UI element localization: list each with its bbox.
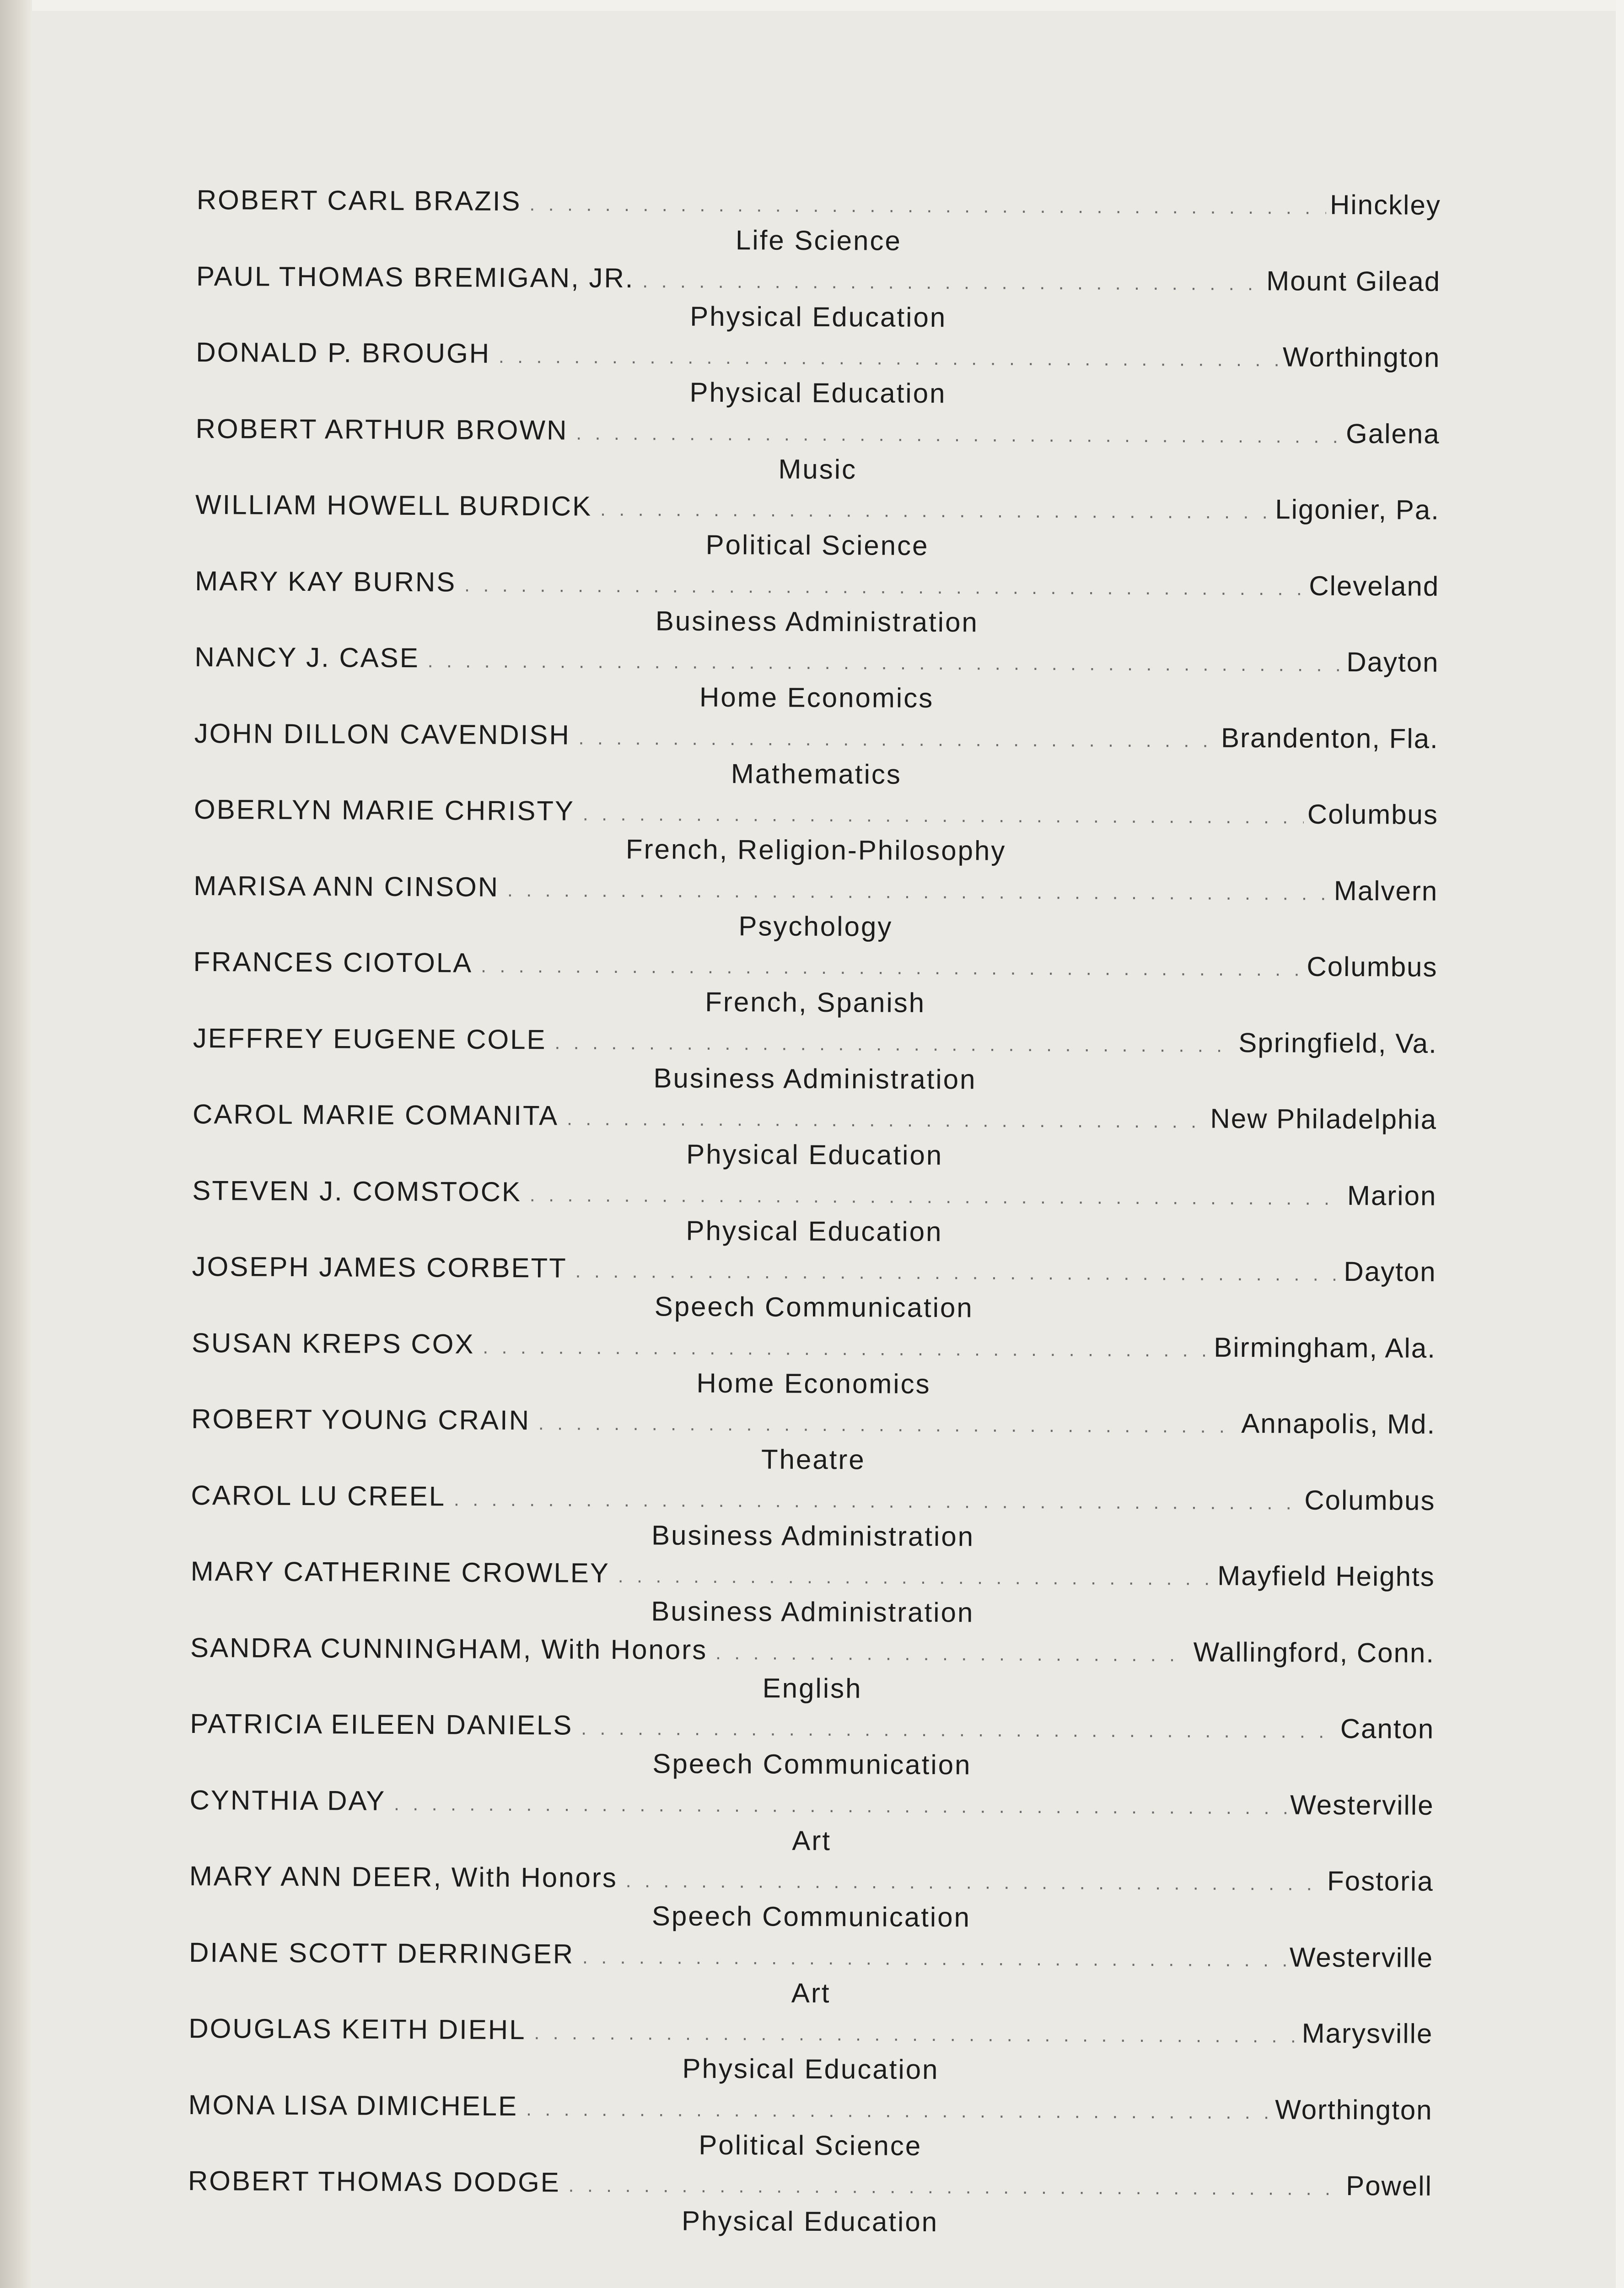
major-field: Physical Education	[681, 2205, 939, 2238]
dot-leader	[569, 2166, 1343, 2208]
graduate-list	[188, 181, 1441, 2243]
graduate-name: CAROL MARIE COMANITA	[192, 1098, 559, 1131]
name-row	[191, 1552, 1435, 1596]
major-field: Business Administration	[651, 1596, 974, 1628]
graduate-name: ROBERT ARTHUR BROWN	[195, 413, 568, 446]
hometown: Brandenton, Fla.	[1221, 722, 1439, 754]
dot-leader	[575, 1252, 1340, 1294]
graduate-entry	[190, 1705, 1435, 1786]
major-field: Life Science	[735, 225, 902, 256]
page-top-edge	[0, 0, 1624, 11]
name-row	[192, 1171, 1436, 1215]
graduate-name: MARISA ANN CINSON	[194, 870, 500, 902]
graduate-name: SUSAN KREPS COX	[191, 1327, 475, 1360]
name-row	[190, 1628, 1435, 1672]
name-row	[192, 1247, 1436, 1291]
graduate-name: CAROL LU CREEL	[191, 1479, 446, 1511]
graduate-entry	[194, 638, 1439, 719]
major-field: Political Science	[699, 2129, 922, 2161]
hometown: Hinckley	[1329, 189, 1441, 221]
dot-leader	[554, 1023, 1235, 1064]
name-row	[189, 1857, 1434, 1901]
dot-leader	[642, 262, 1263, 303]
hometown: Canton	[1340, 1713, 1435, 1744]
major-field: Speech Communication	[654, 1291, 973, 1323]
major-field: French, Religion-Philosophy	[625, 834, 1006, 866]
graduate-entry	[193, 1095, 1437, 1176]
graduate-name: MARY CATHERINE CROWLEY	[190, 1555, 610, 1588]
major-field: Home Economics	[699, 681, 934, 714]
dot-leader	[534, 2013, 1298, 2055]
name-row	[188, 2085, 1432, 2129]
dot-leader	[715, 1633, 1190, 1674]
graduate-entry	[188, 2085, 1433, 2167]
dot-leader	[581, 1709, 1337, 1751]
name-row	[193, 943, 1437, 987]
hometown: Malvern	[1334, 875, 1438, 907]
hometown: Worthington	[1275, 2094, 1433, 2126]
dot-leader	[582, 1937, 1286, 1979]
hometown: Galena	[1345, 418, 1440, 449]
graduate-name: JEFFREY EUGENE COLE	[193, 1022, 547, 1055]
graduate-name: NANCY J. CASE	[194, 641, 419, 674]
graduate-name: JOHN DILLON CAVENDISH	[194, 718, 570, 750]
graduate-name: SANDRA CUNNINGHAM, With Honors	[190, 1632, 708, 1665]
dot-leader	[600, 490, 1272, 531]
dot-leader	[507, 870, 1330, 912]
graduate-entry	[189, 1781, 1434, 1862]
name-row	[195, 409, 1440, 453]
graduate-name: DONALD P. BROUGH	[196, 336, 491, 369]
major-field: French, Spanish	[705, 986, 926, 1018]
graduate-name: WILLIAM HOWELL BURDICK	[195, 489, 592, 522]
name-row	[196, 257, 1441, 301]
dot-leader	[483, 1327, 1210, 1369]
hometown: Mount Gilead	[1266, 265, 1441, 297]
name-row	[191, 1400, 1436, 1444]
major-field: Music	[778, 453, 857, 485]
major-field: Physical Education	[686, 1139, 943, 1171]
name-row	[188, 2162, 1432, 2206]
major-field: Art	[791, 1977, 831, 2008]
name-row	[194, 790, 1438, 834]
hometown: Fostoria	[1327, 1865, 1434, 1897]
graduate-entry	[191, 1400, 1436, 1481]
major-field: Business Administration	[653, 1062, 977, 1095]
graduate-name: DIANE SCOTT DERRINGER	[188, 1937, 575, 1970]
hometown: Ligonier, Pa.	[1275, 494, 1440, 525]
major-field: Art	[792, 1825, 832, 1856]
graduate-entry	[189, 1933, 1434, 2014]
dot-leader	[481, 947, 1303, 989]
major-field: Business Administration	[651, 1519, 975, 1552]
major-field: Speech Communication	[652, 1748, 972, 1781]
graduate-entry	[190, 1628, 1435, 1710]
graduate-name: STEVEN J. COMSTOCK	[192, 1175, 522, 1207]
dot-leader	[579, 718, 1218, 760]
hometown: Westerville	[1289, 1941, 1434, 1973]
dot-leader	[626, 1862, 1324, 1903]
major-field: Physical Education	[686, 1215, 943, 1247]
major-field: Physical Education	[689, 377, 946, 409]
name-row	[196, 333, 1440, 377]
graduate-name: FRANCES CIOTOLA	[193, 946, 473, 978]
hometown: Mayfield Heights	[1217, 1560, 1435, 1592]
hometown: Dayton	[1344, 1256, 1436, 1287]
graduate-entry	[192, 1171, 1437, 1252]
dot-leader	[530, 1176, 1344, 1218]
dot-leader	[454, 1480, 1301, 1522]
name-row	[195, 561, 1439, 605]
graduate-entry	[194, 790, 1438, 872]
name-row	[194, 714, 1439, 758]
hometown: New Philadelphia	[1210, 1103, 1437, 1135]
name-row	[194, 866, 1438, 910]
graduate-entry	[188, 2162, 1432, 2243]
name-row	[191, 1476, 1435, 1520]
hometown: Marion	[1347, 1180, 1437, 1211]
major-field: Home Economics	[696, 1367, 931, 1399]
major-field: Theatre	[761, 1444, 866, 1475]
name-row	[188, 2009, 1433, 2053]
name-row	[193, 1095, 1437, 1139]
name-row	[189, 1781, 1434, 1824]
graduate-name: ROBERT THOMAS DODGE	[188, 2165, 560, 2198]
name-row	[189, 1933, 1433, 1977]
major-field: Psychology	[738, 910, 893, 942]
graduate-entry	[196, 333, 1441, 415]
graduate-entry	[195, 409, 1440, 491]
graduate-entry	[195, 561, 1440, 643]
name-row	[192, 1323, 1436, 1367]
graduate-entry	[191, 1323, 1436, 1405]
name-row	[197, 181, 1441, 225]
major-field: Political Science	[705, 529, 929, 561]
graduate-name: CYNTHIA DAY	[189, 1784, 386, 1816]
graduate-name: OBERLYN MARIE CHRISTY	[194, 793, 575, 826]
graduate-entry	[193, 943, 1438, 1024]
dot-leader	[526, 2090, 1271, 2132]
hometown: Worthington	[1282, 341, 1441, 373]
dot-leader	[567, 1100, 1207, 1141]
name-row	[195, 486, 1440, 529]
major-field: Business Administration	[655, 605, 979, 637]
hometown: Marysville	[1301, 2018, 1433, 2049]
hometown: Columbus	[1307, 799, 1439, 830]
dot-leader	[529, 185, 1326, 227]
hometown: Birmingham, Ala.	[1214, 1332, 1436, 1364]
graduate-entry	[194, 866, 1438, 948]
dot-leader	[394, 1784, 1286, 1827]
name-row	[190, 1705, 1434, 1748]
graduate-name: PATRICIA EILEEN DANIELS	[190, 1708, 573, 1741]
page-right-edge	[1616, 0, 1624, 2288]
graduate-name: ROBERT YOUNG CRAIN	[191, 1403, 531, 1436]
hometown: Annapolis, Md.	[1241, 1408, 1436, 1440]
graduate-name: MONA LISA DIMICHELE	[188, 2089, 518, 2121]
major-field: Mathematics	[731, 758, 902, 790]
hometown: Springfield, Va.	[1238, 1027, 1437, 1059]
graduate-name: MARY ANN DEER, With Honors	[189, 1860, 618, 1894]
graduate-entry	[192, 1247, 1436, 1329]
hometown: Powell	[1346, 2170, 1433, 2202]
name-row	[194, 638, 1439, 682]
hometown: Columbus	[1304, 1484, 1436, 1516]
dot-leader	[464, 566, 1305, 608]
major-field: English	[762, 1672, 862, 1704]
dot-leader	[428, 642, 1343, 684]
graduate-entry	[196, 257, 1441, 338]
dot-leader	[583, 795, 1304, 836]
hometown: Columbus	[1307, 951, 1438, 982]
graduate-name: MARY KAY BURNS	[195, 565, 457, 597]
major-field: Physical Education	[690, 301, 947, 333]
graduate-entry	[193, 1019, 1437, 1100]
dot-leader	[499, 337, 1279, 379]
major-field: Physical Education	[682, 2053, 939, 2085]
hometown: Cleveland	[1309, 570, 1440, 602]
graduate-entry	[196, 181, 1441, 262]
graduate-name: PAUL THOMAS BREMIGAN, JR.	[196, 260, 635, 293]
graduate-entry	[188, 2009, 1433, 2091]
graduate-entry	[190, 1552, 1435, 1634]
hometown: Dayton	[1346, 646, 1439, 678]
graduate-entry	[195, 486, 1440, 567]
major-field: Speech Communication	[651, 1900, 971, 1933]
dot-leader	[538, 1404, 1238, 1446]
hometown: Westerville	[1290, 1789, 1434, 1821]
graduate-name: DOUGLAS KEITH DIEHL	[188, 2013, 526, 2045]
name-row	[193, 1019, 1437, 1063]
graduate-entry	[189, 1857, 1434, 1938]
graduate-name: ROBERT CARL BRAZIS	[196, 184, 522, 217]
graduate-name: JOSEPH JAMES CORBETT	[192, 1251, 567, 1284]
graduate-entry	[191, 1476, 1436, 1557]
page-binding-edge	[0, 0, 32, 2288]
graduate-entry	[194, 714, 1439, 795]
dot-leader	[576, 414, 1342, 455]
dot-leader	[618, 1557, 1214, 1598]
hometown: Wallingford, Conn.	[1193, 1636, 1435, 1668]
